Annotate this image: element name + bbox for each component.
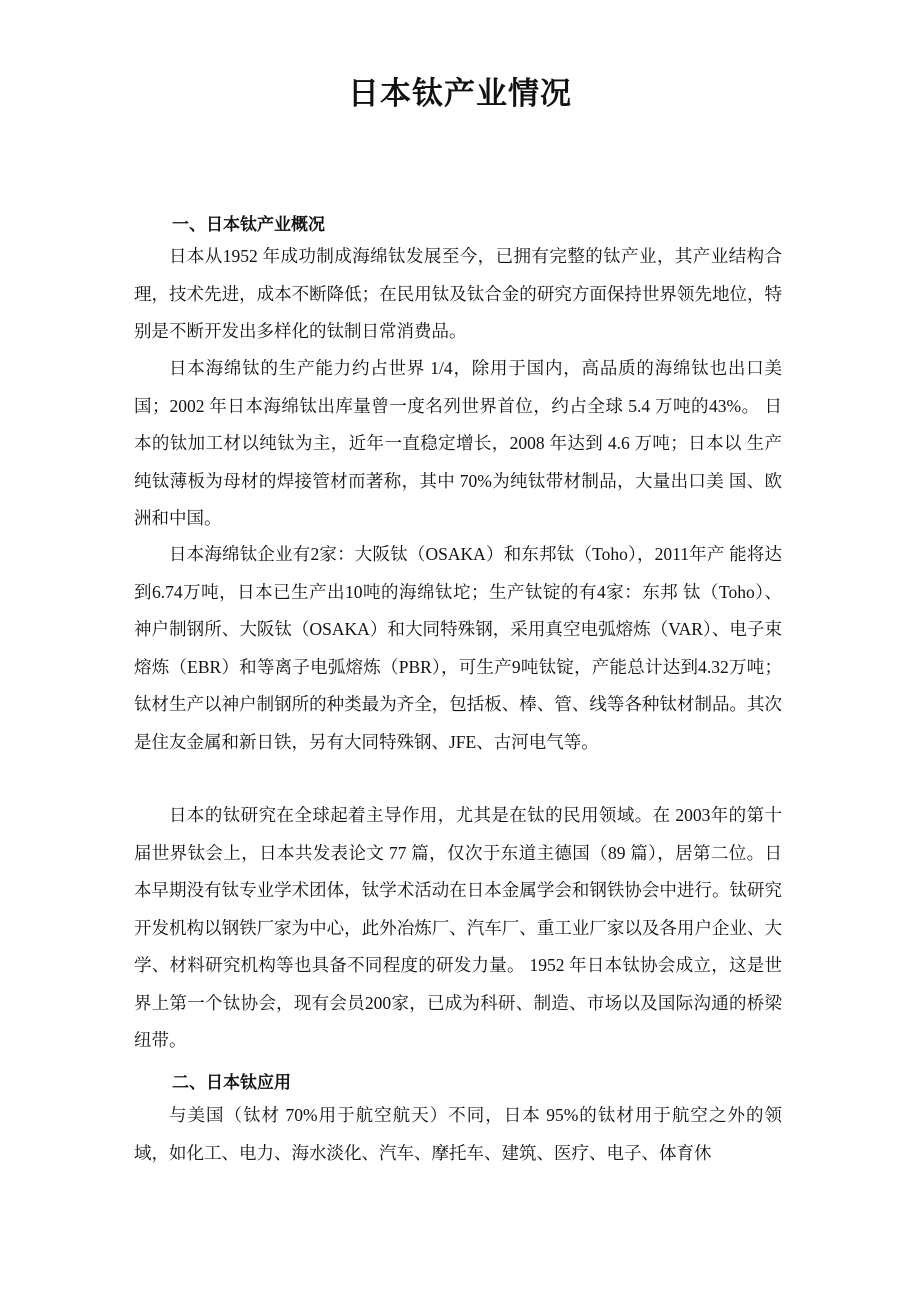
- paragraph: 日本的钛研究在全球起着主导作用，尤其是在钛的民用领域。在 2003年的第十届世界钛会上，日本共发表论文 77 篇，仅次于东道主德国（89 篇），居第二位。日本早期没有钛专业学术团体，钛学术活动在日本金属学会和钢铁协会中进行。钛研究开发机构以钢铁厂家为中心，此外冶炼厂、汽车厂、重工业厂家以及各用户企业、大学、材料研究机构等也具备不同程度的研发力量。 1952 年日本钛协会成立，这是世界上第一个钛协会，现有会员200家，已成为科研、制造、市场以及国际沟通的桥梁纽带。: [134, 805, 782, 1050]
- document-title: 日本钛产业情况: [348, 76, 572, 112]
- section-heading-applications: 二、日本钛应用: [172, 1073, 291, 1093]
- paragraph: 日本从1952 年成功制成海绵钛发展至今，已拥有完整的钛产业，其产业结构合理，技术先进，成本不断降低；在民用钛及钛合金的研究方面保持世界领先地位，特别是不断开发出多样化的钛制日常消费品。: [134, 246, 782, 341]
- paragraph: 日本海绵钛企业有2家：大阪钛（OSAKA）和东邦钛（Toho），2011年产 能将达到6.74万吨，日本已生产出10吨的海绵钛坨；生产钛锭的有4家：东邦 钛（Toho）、神户制钢所、大阪钛（OSAKA）和大同特殊钢，采用真空电弧熔炼（VAR）、电子束熔炼（EBR）和等离子电弧熔炼（PBR），可生产9吨钛锭，产能总计达到4.32万吨；钛材生产以神户制钢所的种类最为齐全，包括板、棒、管、线等各种钛材制品。其次是住友金属和新日铁，另有大同特殊钢、JFE、古河电气等。: [134, 544, 782, 752]
- paragraph: 日本海绵钛的生产能力约占世界 1/4，除用于国内，高品质的海绵钛也出口美国；2002 年日本海绵钛出库量曾一度名列世界首位，约占全球 5.4 万吨的43%。 日本的钛加工材以纯钛为主，近年一直稳定增长，2008 年达到 4.6 万吨；日本以 生产纯钛薄板为母材的焊接管材而著称，其中 70%为纯钛带材制品，大量出口美 国、欧洲和中国。: [134, 358, 782, 528]
- section-heading-overview: 一、日本钛产业概况: [172, 215, 325, 235]
- paragraph: 与美国（钛材 70%用于航空航天）不同，日本 95%的钛材用于航空之外的领域，如化工、电力、海水淡化、汽车、摩托车、建筑、医疗、电子、体育休: [134, 1105, 782, 1163]
